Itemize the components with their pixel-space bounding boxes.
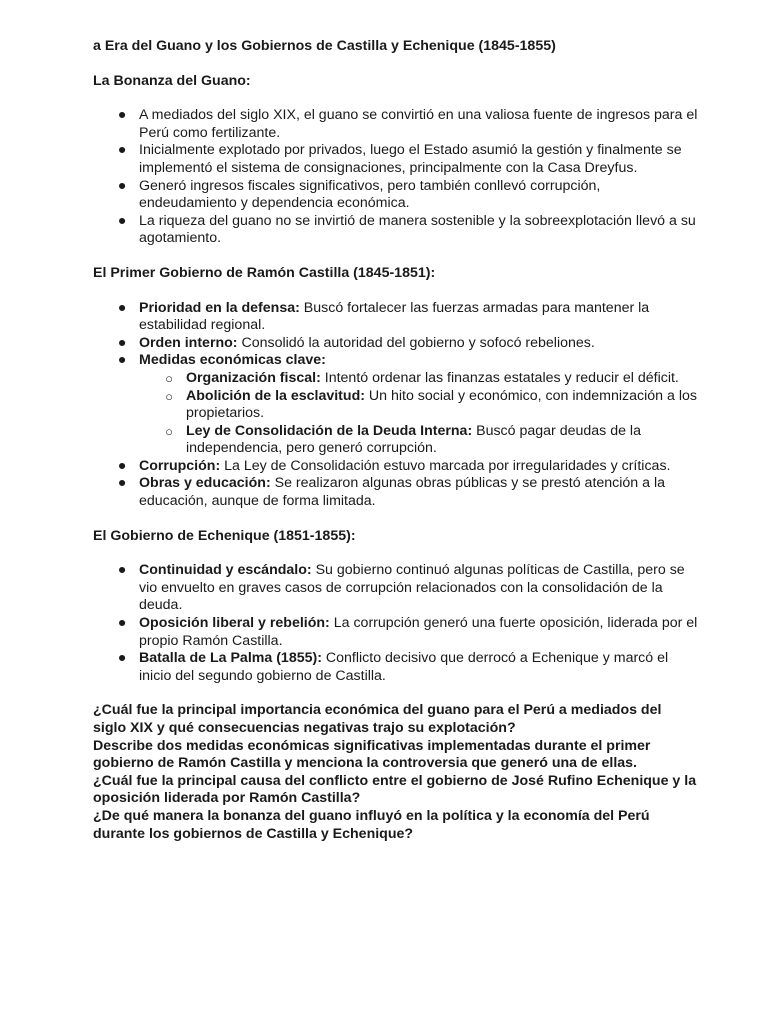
list-item: ● Medidas económicas clave: ○ Organización fiscal: Intentó ordenar las finanzas estatales y reducir el déficit. ○ Abolición de la esclavitud: Un hito social y económico, con indemnización a los propietarios. ○ Ley de Consolidación de la Deuda Interna: Buscó pagar deudas de la independencia, pero generó corrupción. xyxy=(93,352,698,458)
questions-block xyxy=(93,702,698,843)
circle-bullet-icon: ○ xyxy=(165,423,173,439)
bullet-icon: ● xyxy=(117,562,127,579)
question: ¿De qué manera la bonanza del guano influyó en la política y la economía del Perú durante los gobiernos de Castilla y Echenique? xyxy=(93,807,650,842)
list-item: ● Prioridad en la defensa: Buscó fortalecer las fuerzas armadas para mantener la estabilidad regional. xyxy=(93,300,698,335)
bullet-icon: ● xyxy=(117,142,127,159)
bullet-icon: ● xyxy=(117,475,127,492)
list-item: ● Batalla de La Palma (1855): Conflicto decisivo que derrocó a Echenique y marcó el inicio del segundo gobierno de Castilla. xyxy=(93,650,698,685)
bullet-icon: ● xyxy=(117,299,127,316)
bullet-icon: ● xyxy=(117,457,127,474)
bullet-icon: ● xyxy=(117,615,127,632)
list-item: ● La riqueza del guano no se invirtió de manera sostenible y la sobreexplotación llevó a su agotamiento. xyxy=(93,213,698,248)
document-title: a Era del Guano y los Gobiernos de Castilla y Echenique (1845-1855) xyxy=(93,38,556,54)
list-item: ● Obras y educación: Se realizaron algunas obras públicas y se prestó atención a la educación, aunque de forma limitada. xyxy=(93,475,698,510)
question: Describe dos medidas económicas significativas implementadas durante el primer gobierno de Ramón Castilla y menciona la controversia que generó una de ellas. xyxy=(93,737,651,772)
castilla-list xyxy=(93,300,698,511)
list-item: ● Generó ingresos fiscales significativos, pero también conllevó corrupción, endeudamiento y dependencia económica. xyxy=(93,178,698,213)
sub-list-item: ○ Organización fiscal: Intentó ordenar las finanzas estatales y reducir el déficit. xyxy=(139,370,698,388)
bullet-icon: ● xyxy=(117,650,127,667)
list-item: ● Corrupción: La Ley de Consolidación estuvo marcada por irregularidades y críticas. xyxy=(93,458,698,476)
circle-bullet-icon: ○ xyxy=(165,370,173,386)
bullet-icon: ● xyxy=(117,177,127,194)
list-item: ● Oposición liberal y rebelión: La corrupción generó una fuerte oposición, liderada por el propio Ramón Castilla. xyxy=(93,615,698,650)
sub-list-item: ○ Ley de Consolidación de la Deuda Interna: Buscó pagar deudas de la independencia, pero generó corrupción. xyxy=(139,423,698,458)
section-heading-bonanza: La Bonanza del Guano: xyxy=(93,72,251,89)
list-item: ● Inicialmente explotado por privados, luego el Estado asumió la gestión y finalmente se implementó el sistema de consignaciones, principalmente con la Casa Dreyfus. xyxy=(93,142,698,177)
question: ¿Cuál fue la principal causa del conflicto entre el gobierno de José Rufino Echenique y la oposición liderada por Ramón Castilla? xyxy=(93,772,697,807)
section-heading-echenique: El Gobierno de Echenique (1851-1855): xyxy=(93,527,356,544)
list-item: ● Orden interno: Consolidó la autoridad del gobierno y sofocó rebeliones. xyxy=(93,335,698,353)
list-item: ● A mediados del siglo XIX, el guano se convirtió en una valiosa fuente de ingresos para el Perú como fertilizante. xyxy=(93,107,698,142)
bullet-icon: ● xyxy=(117,352,127,369)
bullet-icon: ● xyxy=(117,107,127,124)
section-heading-castilla: El Primer Gobierno de Ramón Castilla (1845-1851): xyxy=(93,264,436,281)
bullet-icon: ● xyxy=(117,334,127,351)
question: ¿Cuál fue la principal importancia económica del guano para el Perú a mediados del siglo XIX y qué consecuencias negativas trajo su explotación? xyxy=(93,702,662,736)
economic-measures-list xyxy=(139,370,698,458)
list-item: ● Continuidad y escándalo: Su gobierno continuó algunas políticas de Castilla, pero se vio envuelto en graves casos de corrupción relacionados con la consolidación de la deuda. xyxy=(93,562,698,615)
bullet-icon: ● xyxy=(117,212,127,229)
bonanza-list xyxy=(93,107,698,248)
sub-list-item: ○ Abolición de la esclavitud: Un hito social y económico, con indemnización a los propietarios. xyxy=(139,388,698,423)
echenique-list xyxy=(93,562,698,685)
circle-bullet-icon: ○ xyxy=(165,388,173,404)
